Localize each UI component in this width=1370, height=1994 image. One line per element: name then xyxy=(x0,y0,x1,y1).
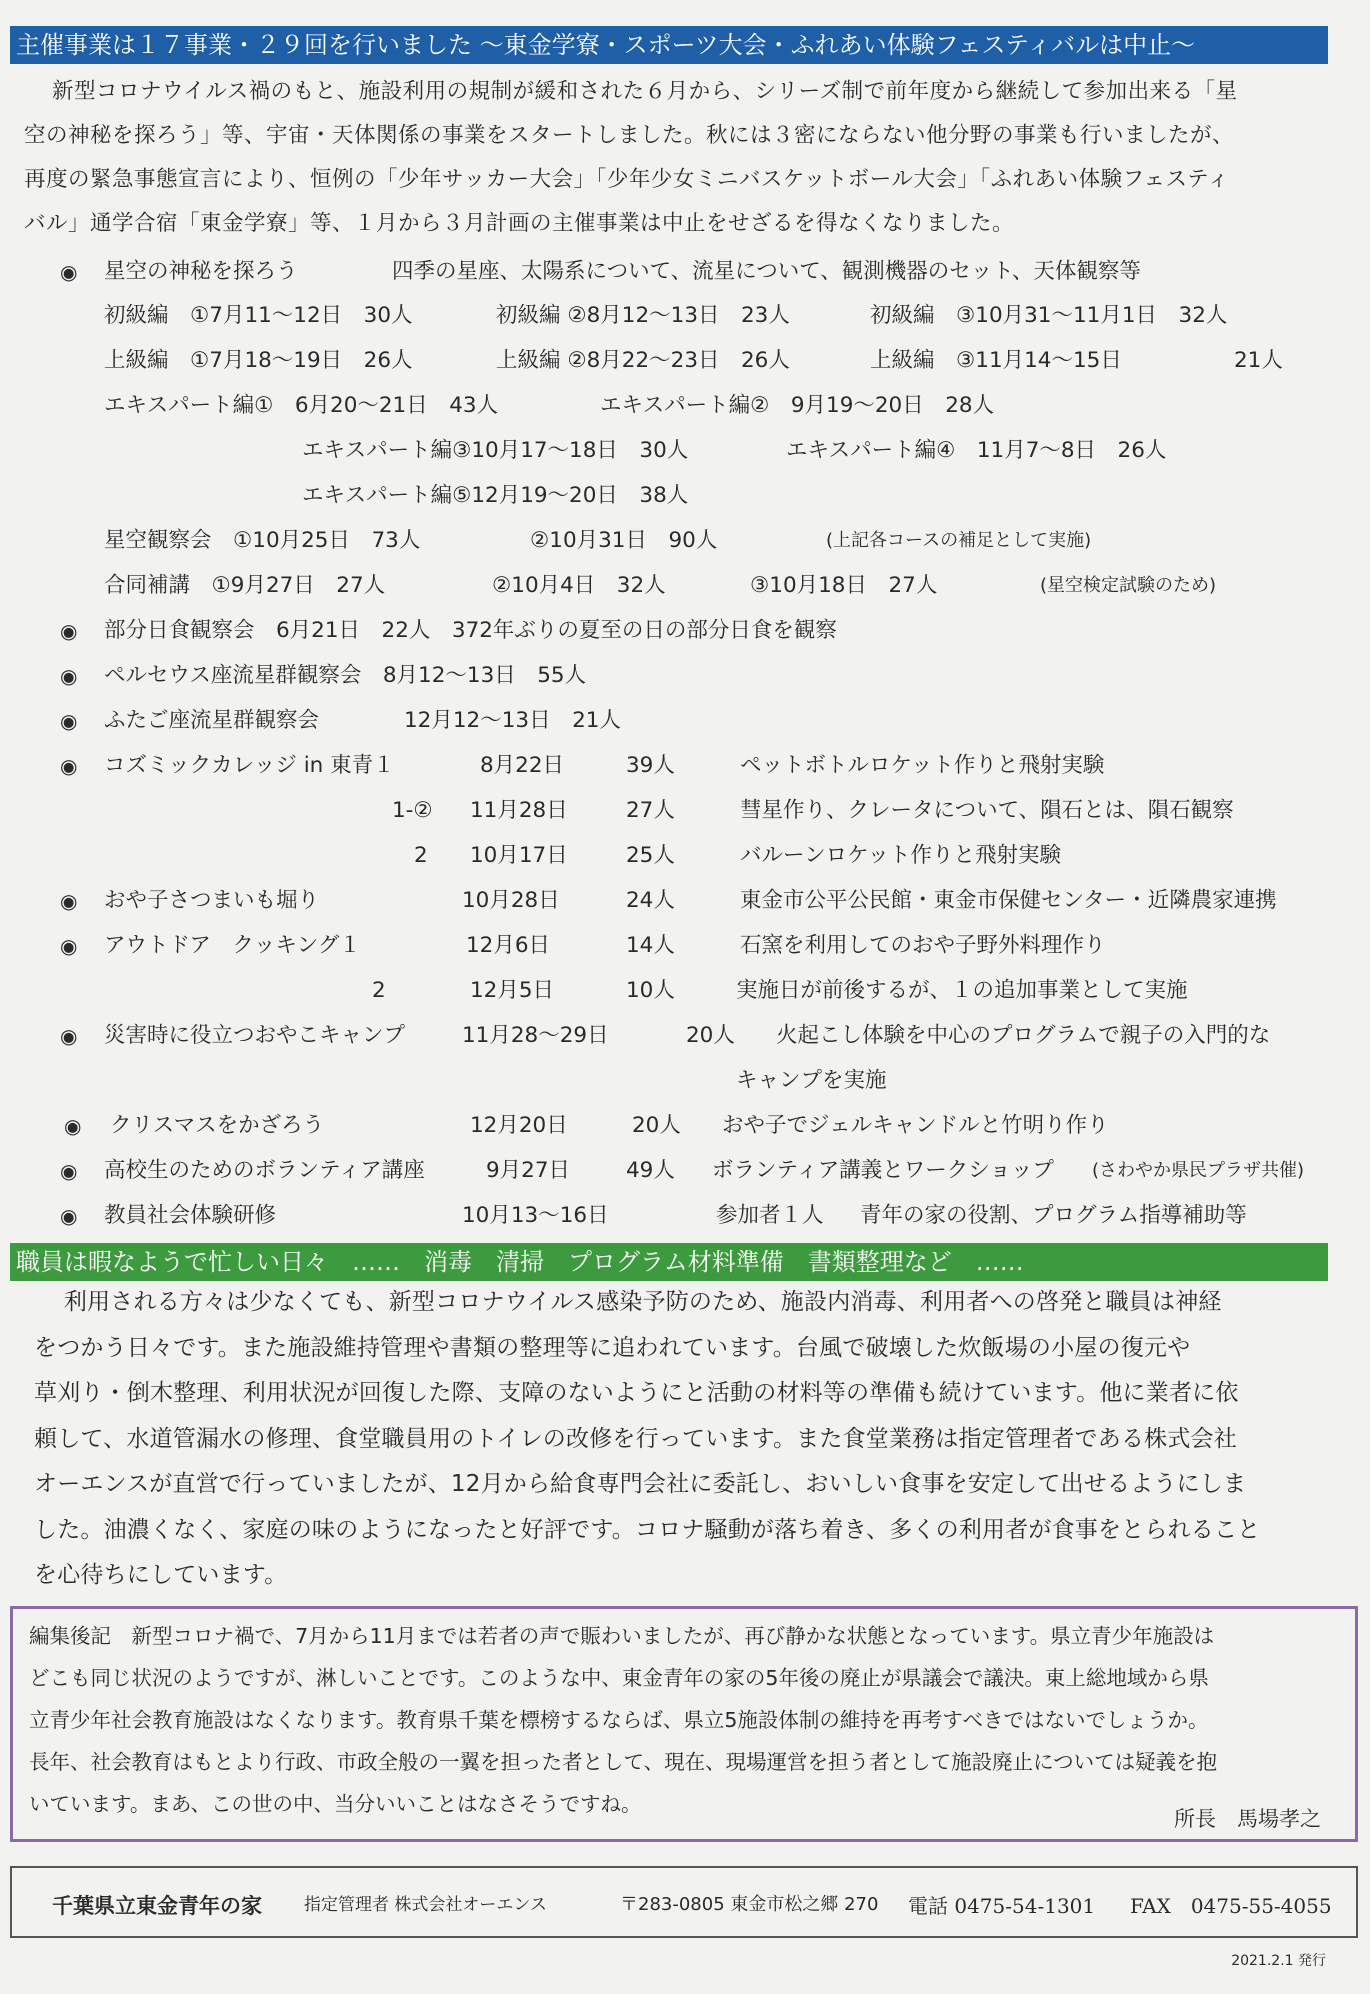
staff-line: 利用される方々は少なくても、新型コロナウイルス感染予防のため、施設内消毒、利用者への啓発と職員は神経 xyxy=(63,1289,1222,1315)
event-date: 12月6日 xyxy=(466,933,551,958)
event-date: 9月27日 xyxy=(486,1158,571,1183)
event-row xyxy=(0,341,1370,381)
event-count: 39人 xyxy=(626,753,675,778)
staff-line: した。油濃くなく、家庭の味のようになったと好評です。コロナ騒動が落ち着き、多くの利用者が食事をとられること xyxy=(34,1516,1261,1543)
event-row xyxy=(0,521,1370,561)
event-row xyxy=(0,881,1370,921)
footer-box xyxy=(10,1866,1358,1938)
event-description: おや子でジェルキャンドルと竹明り作り xyxy=(722,1113,1109,1138)
event-title: 2 xyxy=(414,843,428,868)
event-title: 星空の神秘を探ろう xyxy=(104,259,298,284)
session: 上級編 ①7月18～19日 26人 xyxy=(104,348,413,373)
staff-line: 草刈り・倒木整理、利用状況が回復した際、支障のないようにと活動の材料等の準備も続けています。他に業者に依 xyxy=(34,1380,1239,1406)
session: 合同補講 ①9月27日 27人 xyxy=(104,573,386,598)
event-date: 12月20日 xyxy=(470,1113,568,1138)
event-description: 火起こし体験を中心のプログラムで親子の入門的な xyxy=(776,1023,1271,1048)
event-row xyxy=(0,701,1370,741)
bullet-icon: ◉ xyxy=(60,664,78,688)
event-description: 石窯を利用してのおや子野外料理作り xyxy=(740,933,1106,958)
event-description: バルーンロケット作りと飛射実験 xyxy=(740,843,1061,868)
session: エキスパート編⑤12月19～20日 38人 xyxy=(302,483,689,508)
fax: FAX 0475-55-4055 xyxy=(1130,1894,1332,1918)
bullet-icon: ◉ xyxy=(60,754,78,778)
event-date: 12月12～13日 21人 xyxy=(404,708,621,733)
editor-signature: 所長 馬場孝之 xyxy=(1174,1807,1321,1831)
editor-line: 立青少年社会教育施設はなくなります。教育県千葉を標榜するならば、県立5施設体制の維持を再考すべきではないでしょうか。 xyxy=(29,1708,1209,1732)
phone: 電話 0475-54-1301 xyxy=(908,1894,1096,1918)
bullet-icon: ◉ xyxy=(64,1114,82,1138)
event-title: コズミックカレッジ in 東青１ xyxy=(104,753,395,778)
event-row xyxy=(0,1106,1370,1146)
event-row xyxy=(0,1196,1370,1236)
event-title: 災害時に役立つおやこキャンプ xyxy=(104,1023,406,1048)
event-date: 10月13～16日 xyxy=(462,1203,609,1228)
event-date: 10月17日 xyxy=(470,843,568,868)
address: 〒283-0805 東金市松之郷 270 xyxy=(620,1894,879,1915)
editor-note-box xyxy=(10,1606,1358,1842)
event-date: 8月22日 xyxy=(480,753,565,778)
bullet-icon: ◉ xyxy=(60,1024,78,1048)
editor-line: 編集後記 新型コロナ禍で、7月から11月までは若者の声で賑わいましたが、再び静かな状態となっています。県立青少年施設は xyxy=(29,1624,1215,1648)
intro-line: バル」通学合宿「東金学寮」等、１月から３月計画の主催事業は中止をせざるを得なくなりました。 xyxy=(24,211,1015,236)
session: エキスパート編④ 11月7～8日 26人 xyxy=(786,438,1167,463)
event-row xyxy=(0,836,1370,876)
event-row xyxy=(0,611,1370,651)
event-row xyxy=(0,431,1370,471)
bullet-icon: ◉ xyxy=(60,1159,78,1183)
event-count: 20人 xyxy=(686,1023,735,1048)
note: (さわやか県民プラザ共催) xyxy=(1092,1160,1305,1181)
bullet-icon: ◉ xyxy=(60,889,78,913)
event-row xyxy=(0,791,1370,831)
section-banner-events: 主催事業は１７事業・２９回を行いました ～東金学寮・スポーツ大会・ふれあい体験フェスティバルは中止～ xyxy=(10,26,1328,64)
event-title: おや子さつまいも堀り xyxy=(104,888,320,913)
event-row xyxy=(0,971,1370,1011)
staff-line: をつかう日々です。また施設維持管理や書類の整理等に追われています。台風で破壊した炊飯場の小屋の復元や xyxy=(34,1334,1191,1361)
session: ③10月18日 27人 xyxy=(750,573,938,598)
org-name: 千葉県立東金青年の家 xyxy=(52,1894,262,1918)
event-count: 49人 xyxy=(626,1158,675,1183)
session-count: 21人 xyxy=(1234,348,1283,373)
event-row xyxy=(0,296,1370,336)
event-description: キャンプを実施 xyxy=(736,1068,887,1093)
session: エキスパート編③10月17～18日 30人 xyxy=(302,438,689,463)
session: ②10月31日 90人 xyxy=(530,528,718,553)
session: エキスパート編① 6月20～21日 43人 xyxy=(104,393,499,418)
intro-line: 空の神秘を探ろう」等、宇宙・天体関係の事業をスタートしました。秋には３密にならない他分野の事業も行いましたが、 xyxy=(24,123,1235,148)
event-count: 参加者１人 xyxy=(716,1203,824,1228)
event-description: 実施日が前後するが、１の追加事業として実施 xyxy=(736,978,1188,1003)
event-row xyxy=(0,566,1370,606)
event-count: 14人 xyxy=(626,933,675,958)
event-title: 教員社会体験研修 xyxy=(104,1203,277,1228)
event-row xyxy=(0,1016,1370,1056)
editor-line: いています。まあ、この世の中、当分いいことはなさそうですね。 xyxy=(29,1792,642,1816)
event-count: 20人 xyxy=(632,1113,681,1138)
event-description: 東金市公平公民館・東金市保健センター・近隣農家連携 xyxy=(740,888,1277,913)
event-title: 1-② xyxy=(392,798,433,823)
event-description: 彗星作り、クレータについて、隕石とは、隕石観察 xyxy=(740,798,1234,823)
event-title: ペルセウス座流星群観察会 8月12～13日 55人 xyxy=(104,663,587,688)
session: 星空観察会 ①10月25日 73人 xyxy=(104,528,421,553)
intro-line: 再度の緊急事態宣言により、恒例の「少年サッカー大会」「少年少女ミニバスケットボール大会」「ふれあい体験フェスティ xyxy=(24,167,1230,192)
event-title: 2 xyxy=(372,978,386,1003)
bullet-icon: ◉ xyxy=(60,934,78,958)
event-title: クリスマスをかざろう xyxy=(110,1113,325,1138)
event-title: 部分日食観察会 6月21日 22人 372年ぶりの夏至の日の部分日食を観察 xyxy=(104,618,837,643)
session: ②10月4日 32人 xyxy=(492,573,666,598)
bullet-icon: ◉ xyxy=(60,619,78,643)
event-row xyxy=(0,1151,1370,1191)
editor-note-text xyxy=(29,1615,1341,1825)
issue-date: 2021.2.1 発行 xyxy=(1231,1953,1326,1969)
event-title: アウトドア クッキング１ xyxy=(104,933,361,958)
staff-line: オーエンスが直営で行っていましたが、12月から給食専門会社に委託し、おいしい食事を安定して出せるようにしま xyxy=(34,1471,1247,1497)
session: エキスパート編② 9月19～20日 28人 xyxy=(600,393,995,418)
session: 初級編 ②8月12～13日 23人 xyxy=(496,303,790,328)
session: 上級編 ③11月14～15日 xyxy=(870,348,1122,373)
bullet-icon: ◉ xyxy=(60,260,78,284)
bullet-icon: ◉ xyxy=(60,1204,78,1228)
editor-line: どこも同じ状況のようですが、淋しいことです。このような中、東金青年の家の5年後の廃止が県議会で議決。東上総地域から県 xyxy=(29,1666,1209,1690)
session: 初級編 ③10月31～11月1日 32人 xyxy=(870,303,1228,328)
editor-line: 長年、社会教育はもとより行政、市政全般の一翼を担った者として、現在、現場運営を担う者として施設廃止については疑義を抱 xyxy=(29,1750,1218,1774)
event-row xyxy=(0,746,1370,786)
session: 初級編 ①7月11～12日 30人 xyxy=(104,303,413,328)
event-row xyxy=(0,926,1370,966)
staff-line: 頼して、水道管漏水の修理、食堂職員用のトイレの改修を行っています。また食堂業務は指定管理者である株式会社 xyxy=(34,1425,1237,1452)
event-description: 四季の星座、太陽系について、流星について、観測機器のセット、天体観察等 xyxy=(392,259,1141,284)
event-row xyxy=(0,476,1370,516)
staff-paragraph xyxy=(34,1280,1334,1599)
session: 上級編 ②8月22～23日 26人 xyxy=(496,348,790,373)
intro-line: 新型コロナウイルス禍のもと、施設利用の規制が緩和された６月から、シリーズ制で前年度から継続して参加出来る「星 xyxy=(51,79,1238,104)
event-date: 11月28～29日 xyxy=(462,1023,609,1048)
note: (上記各コースの補足として実施) xyxy=(826,530,1092,551)
event-title: 高校生のためのボランティア講座 xyxy=(104,1158,425,1183)
note: (星空検定試験のため) xyxy=(1040,575,1217,596)
event-row xyxy=(0,252,1370,292)
event-count: 10人 xyxy=(626,978,675,1003)
event-count: 25人 xyxy=(626,843,675,868)
event-count: 24人 xyxy=(626,888,675,913)
event-date: 12月5日 xyxy=(470,978,555,1003)
event-title: ふたご座流星群観察会 xyxy=(104,708,320,733)
bullet-icon: ◉ xyxy=(60,709,78,733)
event-description: 青年の家の役割、プログラム指導補助等 xyxy=(860,1203,1247,1228)
event-date: 11月28日 xyxy=(470,798,568,823)
section-banner-staff: 職員は暇なようで忙しい日々 …… 消毒 清掃 プログラム材料準備 書類整理など …… xyxy=(10,1243,1328,1281)
staff-line: を心待ちにしています。 xyxy=(34,1562,288,1588)
event-row xyxy=(0,1061,1370,1101)
event-description: ボランティア講義とワークショップ xyxy=(712,1158,1054,1183)
event-row xyxy=(0,386,1370,426)
event-count: 27人 xyxy=(626,798,675,823)
manager: 指定管理者 株式会社オーエンス xyxy=(304,1895,547,1915)
event-date: 10月28日 xyxy=(462,888,560,913)
event-description: ペットボトルロケット作りと飛射実験 xyxy=(740,753,1105,778)
intro-paragraph xyxy=(24,70,1334,246)
event-row xyxy=(0,656,1370,696)
